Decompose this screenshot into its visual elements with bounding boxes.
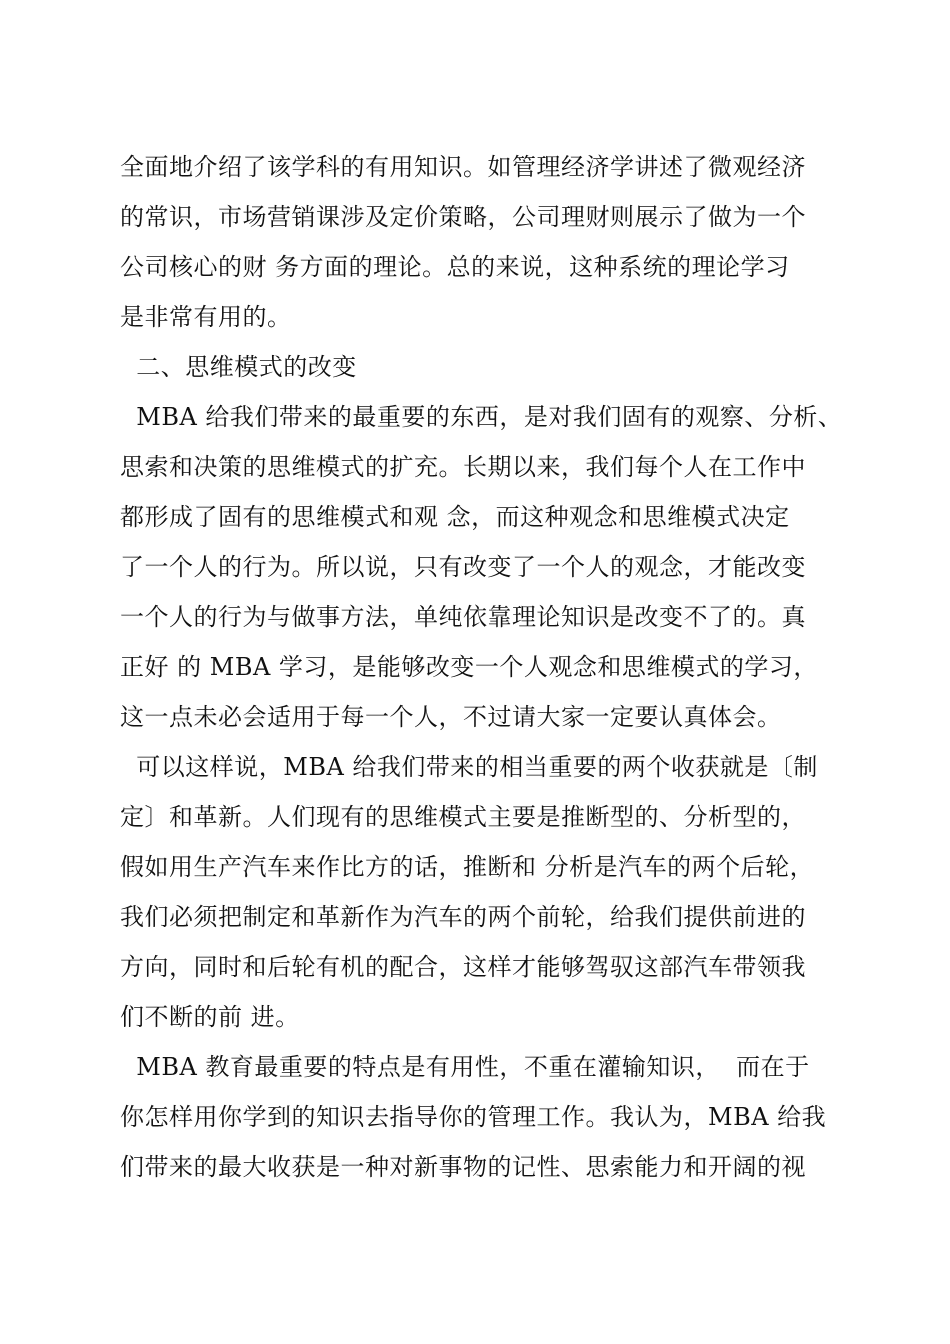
text-line: 这一点未必会适用于每一个人，不过请大家一定要认真体会。 — [120, 703, 782, 731]
text-line: 我们必须把制定和革新作为汽车的两个前轮，给我们提供前进的 — [120, 903, 806, 931]
text-line: 的常识，市场营销课涉及定价策略，公司理财则展示了做为一个 — [120, 203, 806, 231]
text-line: MBA 教育最重要的特点是有用性，不重在灌输知识， 而在于 — [120, 1053, 810, 1081]
text-line: 正好 的 MBA 学习，是能够改变一个人观念和思维模式的学习， — [120, 653, 818, 681]
text-line: 一个人的行为与做事方法，单纯依靠理论知识是改变不了的。真 — [120, 603, 806, 631]
section-heading: 二、思维模式的改变 — [120, 353, 357, 381]
text-line: 定〕和革新。人们现有的思维模式主要是推断型的、分析型的， — [120, 803, 806, 831]
text-line: 全面地介绍了该学科的有用知识。如管理经济学讲述了微观经济 — [120, 153, 806, 181]
text-line: 了一个人的行为。所以说，只有改变了一个人的观念，才能改变 — [120, 553, 806, 581]
text-line: 假如用生产汽车来作比方的话，推断和 分析是汽车的两个后轮， — [120, 853, 815, 881]
text-line: MBA 给我们带来的最重要的东西，是对我们固有的观察、分析、 — [120, 403, 843, 431]
text-line: 们带来的最大收获是一种对新事物的记性、思索能力和开阔的视 — [120, 1153, 806, 1181]
text-line: 公司核心的财 务方面的理论。总的来说，这种系统的理论学习 — [120, 253, 790, 281]
text-line: 可以这样说，MBA 给我们带来的相当重要的两个收获就是〔制 — [120, 753, 818, 781]
text-line: 都形成了固有的思维模式和观 念，而这种观念和思维模式决定 — [120, 503, 790, 531]
text-line: 你怎样用你学到的知识去指导你的管理工作。我认为，MBA 给我 — [120, 1103, 827, 1131]
text-line: 们不断的前 进。 — [120, 1003, 300, 1031]
text-line: 是非常有用的。 — [120, 303, 292, 331]
text-line: 思索和决策的思维模式的扩充。长期以来，我们每个人在工作中 — [120, 453, 806, 481]
text-line: 方向，同时和后轮有机的配合，这样才能够驾驭这部汽车带领我 — [120, 953, 806, 981]
